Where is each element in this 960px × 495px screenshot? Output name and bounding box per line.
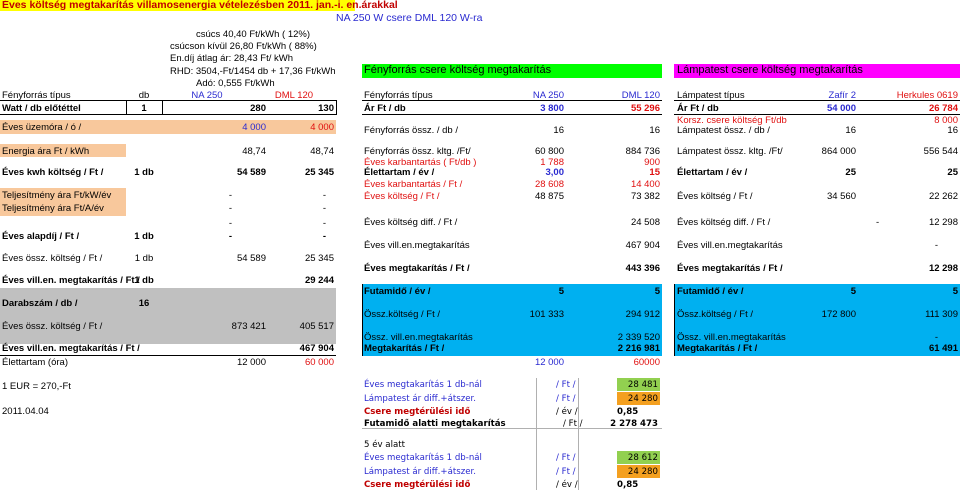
- perf1-dml: -: [322, 190, 326, 201]
- source-payback-label: Futamidő / év /: [364, 286, 431, 297]
- fixture-payback-label: Futamidő / év /: [677, 286, 744, 297]
- fixture-price-label: Ár Ft / db: [677, 103, 719, 114]
- left-type-label: Fényforrás típus: [2, 90, 71, 101]
- source-maint2-dml: 14 400: [630, 179, 660, 190]
- source-payback-dml: 5: [654, 286, 660, 297]
- count-val: 16: [138, 298, 150, 309]
- fixture-herkules-header: Herkules 0619: [896, 90, 958, 101]
- fixture-type-label: Lámpatest típus: [677, 90, 745, 101]
- calc-row-1-unit: / Ft /: [556, 380, 576, 390]
- source-na-header: NA 250: [532, 90, 564, 101]
- source-life-label: Élettartam / év /: [364, 167, 435, 178]
- source-life2-dml: 60000: [633, 357, 660, 368]
- price-peak: csúcs 40,40 Ft/kWh ( 12%): [196, 29, 311, 40]
- fixture-sum2-herkules: 111 309: [925, 309, 958, 320]
- report-date: 2011.04.04: [2, 406, 49, 417]
- fixture-korsz-label: Korsz. csere költség Ft/db: [677, 115, 787, 126]
- page-title: Éves költség megtakarítás villamosenergia vételezésben 2011. jan.-i. en.árakkal: [2, 0, 398, 11]
- source-sum-label: Fényforrás össz. / db /: [364, 125, 458, 136]
- fixture-cost-label: Lámpatest össz. kltg. /Ft/: [677, 146, 783, 157]
- perf1-label: Teljesítmény ára Ft/kW/év: [2, 190, 112, 201]
- calc-row-4-value: 2 278 473: [610, 419, 658, 429]
- calc-row-6-unit: / Ft /: [556, 467, 576, 477]
- base-db: 1 db: [134, 231, 154, 242]
- fixture-life-herkules: 25: [947, 167, 958, 178]
- left-dml-header: DML 120: [274, 90, 314, 101]
- source-price-label: Ár Ft / db: [364, 103, 406, 114]
- save2-label: Éves vill.en. megtakarítás / Ft /: [2, 343, 140, 354]
- calc-row-4-label: Futamidő alatti megtakarítás: [364, 419, 506, 429]
- save-label: Éves vill.en. megtakarítás / Ft /: [2, 275, 140, 286]
- price-avg: En.díj átlag ár: 28,43 Ft/ kWh: [170, 53, 294, 64]
- fixture-left-border: [674, 284, 675, 356]
- kwh-db: 1 db: [134, 167, 154, 178]
- total-label: Éves össz. költség / Ft /: [2, 253, 103, 264]
- base-label: Éves alapdíj / Ft /: [2, 231, 80, 242]
- dash-na: -: [228, 218, 232, 229]
- eur-rate: 1 EUR = 270,-Ft: [2, 381, 71, 392]
- calc-row-5-unit: / Ft /: [556, 453, 576, 463]
- source-maint2-label: Éves karbantartás / Ft /: [364, 179, 463, 190]
- source-save-dml: 2 216 981: [617, 343, 660, 354]
- fixture-sum-label: Lámpatest össz. / db /: [677, 125, 770, 136]
- life-na: 12 000: [236, 357, 266, 368]
- fixture-vill-label: Éves vill.en.megtakarítás: [677, 240, 783, 251]
- fixture-yearly-herkules: 22 262: [928, 191, 958, 202]
- fixture-total-label: Éves megtakarítás / Ft /: [677, 263, 783, 274]
- fixture-save-herkules: 61 491: [928, 343, 958, 354]
- fixture-total-herkules: 12 298: [928, 263, 958, 274]
- source-price-na: 3 800: [540, 103, 564, 114]
- source-sum-na: 16: [553, 125, 564, 136]
- price-tax: Adó: 0,555 Ft/kWh: [196, 78, 275, 89]
- fixture-cost-herkules: 556 544: [923, 146, 958, 157]
- source-price-dml: 55 296: [630, 103, 660, 114]
- source-life-dml: 15: [649, 167, 660, 178]
- source-life-na: 3,00: [545, 167, 564, 178]
- source-total-dml: 443 396: [625, 263, 660, 274]
- calc-row-4-unit: / Ft /: [563, 419, 583, 429]
- source-border-2: [362, 114, 662, 115]
- total-dml: 25 345: [304, 253, 334, 264]
- left-border-watt: [0, 114, 336, 115]
- total2-na: 873 421: [231, 321, 266, 332]
- source-maint2-na: 28 608: [534, 179, 564, 190]
- calc-row-7-value: 0,85: [617, 480, 639, 490]
- source-sum2-na: 101 333: [529, 309, 564, 320]
- fixture-section-title: Lámpatest csere költség megtakarítás: [677, 64, 863, 76]
- count-label: Darabszám / db /: [2, 298, 78, 309]
- kwh-na: 54 589: [236, 167, 266, 178]
- calc-row-5-label: Éves megtakarítás 1 db-nál: [364, 453, 482, 463]
- total2-label: Éves össz. költség / Ft /: [2, 321, 103, 332]
- fixture-yearly-label: Éves költség / Ft /: [677, 191, 753, 202]
- watt-na: 280: [250, 103, 266, 114]
- watt-label: Watt / db előtéttel: [2, 103, 81, 114]
- source-sum2-label: Össz.költség / Ft /: [364, 309, 441, 320]
- fixture-payback-herkules: 5: [952, 286, 958, 297]
- left-gray-bg: [0, 288, 336, 344]
- fixture-vill-herkules: -: [934, 240, 938, 251]
- calc-row-3-value: 0,85: [617, 407, 639, 417]
- footer-divider-2: [578, 378, 579, 490]
- hours-label: Éves üzemóra / ó /: [2, 122, 82, 133]
- source-vill-dml: 467 904: [625, 240, 660, 251]
- fixture-diff-dash: -: [876, 217, 880, 228]
- save-db: 1 db: [134, 275, 154, 286]
- fixture-payback-zafir: 5: [850, 286, 856, 297]
- calc-row-1-label: Éves megtakarítás 1 db-nál: [364, 380, 482, 390]
- left-db-label: db: [138, 90, 150, 101]
- save-dml: 29 244: [304, 275, 334, 286]
- source-yearly-dml: 73 382: [630, 191, 660, 202]
- total-na: 54 589: [236, 253, 266, 264]
- source-sum2-dml: 294 912: [625, 309, 660, 320]
- source-yearly-label: Éves költség / Ft /: [364, 191, 440, 202]
- calc-row-6-label: Lámpatest ár diff.+átszer.: [364, 467, 476, 477]
- fixture-sum-herkules: 16: [947, 125, 958, 136]
- kwh-label: Éves kwh költség / Ft /: [2, 167, 104, 178]
- save2-dml: 467 904: [299, 343, 334, 354]
- calc-row-2-value: 24 280: [627, 394, 658, 404]
- source-maint-label: Éves karbantartás ( Ft/db ): [364, 157, 477, 168]
- source-payback-na: 5: [558, 286, 564, 297]
- energy-na: 48,74: [242, 146, 266, 157]
- fixture-yearly-zafir: 34 560: [826, 191, 856, 202]
- hours-na: 4 000: [242, 122, 266, 133]
- fixture-cost-zafir: 864 000: [821, 146, 856, 157]
- source-life2-na: 12 000: [534, 357, 564, 368]
- price-rhd: RHD: 3504,-Ft/1454 db + 17,36 Ft/kWh: [170, 66, 336, 77]
- base-na: -: [228, 231, 232, 242]
- source-left-border: [362, 284, 363, 356]
- source-yearly-na: 48 875: [534, 191, 564, 202]
- fixture-vill2-herkules: -: [934, 332, 938, 343]
- fixture-sum2-zafir: 172 800: [821, 309, 856, 320]
- life-label: Élettartam (óra): [2, 357, 68, 368]
- source-maint-dml: 900: [644, 157, 660, 168]
- fixture-sum-zafir: 16: [845, 125, 856, 136]
- source-cost-label: Fényforrás össz. kltg. /Ft/: [364, 146, 471, 157]
- fixture-price-zafir: 54 000: [826, 103, 856, 114]
- source-cost-dml: 884 736: [625, 146, 660, 157]
- calc-row-2-unit: / Ft /: [556, 394, 576, 404]
- energy-dml: 48,74: [310, 146, 334, 157]
- life-dml: 60 000: [304, 357, 334, 368]
- left-col-divider-3: [336, 100, 337, 115]
- fixture-sum2-label: Össz.költség / Ft /: [677, 309, 754, 320]
- watt-dml: 130: [318, 103, 334, 114]
- source-type-label: Fényforrás típus: [364, 90, 433, 101]
- perf2-na: -: [228, 203, 232, 214]
- source-diff-label: Éves költség diff. / Ft /: [364, 217, 458, 228]
- calc-row-7-unit: / év /: [556, 480, 578, 490]
- calc-row-3-unit: / év /: [556, 407, 578, 417]
- source-maint-na: 1 788: [540, 157, 564, 168]
- total2-dml: 405 517: [299, 321, 334, 332]
- fixture-vill2-label: Össz. vill.en.megtakarítás: [677, 332, 786, 343]
- left-mid-border: [0, 355, 336, 356]
- source-vill-label: Éves vill.en.megtakarítás: [364, 240, 470, 251]
- source-section-title: Fényforrás csere költség megtakarítás: [364, 64, 552, 76]
- calc-row-6-value: 24 280: [627, 467, 658, 477]
- calc-row-2-label: Lámpatest ár diff.+átszer.: [364, 394, 476, 404]
- perf1-na: -: [228, 190, 232, 201]
- source-vill2-dml: 2 339 520: [617, 332, 660, 343]
- calc-row-7-label: Csere megtérülési idő: [364, 480, 471, 490]
- fixture-zafir-header: Zafír 2: [828, 90, 856, 101]
- footer-divider-1: [536, 378, 537, 490]
- calc-row-1-value: 28 481: [627, 380, 658, 390]
- hours-dml: 4 000: [310, 122, 334, 133]
- fixture-save-label: Megtakarítás / Ft /: [677, 343, 758, 354]
- perf2-label: Teljesítmény ára Ft/A/év: [2, 203, 104, 214]
- fixture-korsz-herkules: 8 000: [934, 115, 958, 126]
- source-total-label: Éves megtakarítás / Ft /: [364, 263, 470, 274]
- source-sum-dml: 16: [649, 125, 660, 136]
- fixture-price-herkules: 26 784: [928, 103, 958, 114]
- calc-row-3-label: Csere megtérülési idő: [364, 407, 471, 417]
- fixture-life-zafir: 25: [845, 167, 856, 178]
- source-vill2-label: Össz. vill.en.megtakarítás: [364, 332, 473, 343]
- five-year-label: 5 év alatt: [364, 440, 405, 450]
- page-subtitle: NA 250 W csere DML 120 W-ra: [336, 12, 483, 24]
- total-db: 1 db: [134, 253, 154, 264]
- base-dml: -: [322, 231, 326, 242]
- source-cost-na: 60 800: [534, 146, 564, 157]
- dash-dml: -: [322, 218, 326, 229]
- kwh-dml: 25 345: [304, 167, 334, 178]
- energy-label: Energia ára Ft / kWh: [2, 146, 90, 157]
- price-offpeak: csúcson kívül 26,80 Ft/kWh ( 88%): [170, 41, 317, 52]
- source-diff-dml: 24 508: [630, 217, 660, 228]
- fixture-life-label: Élettartam / év /: [677, 167, 748, 178]
- watt-db: 1: [141, 103, 147, 114]
- fixture-diff-herkules: 12 298: [928, 217, 958, 228]
- perf2-dml: -: [322, 203, 326, 214]
- fixture-diff-label: Éves költség diff. / Ft /: [677, 217, 771, 228]
- source-save-label: Megtakarítás / Ft /: [364, 343, 445, 354]
- source-dml-header: DML 120: [621, 90, 660, 101]
- left-na-header: NA 250: [191, 90, 223, 101]
- calc-row-5-value: 28 612: [627, 453, 658, 463]
